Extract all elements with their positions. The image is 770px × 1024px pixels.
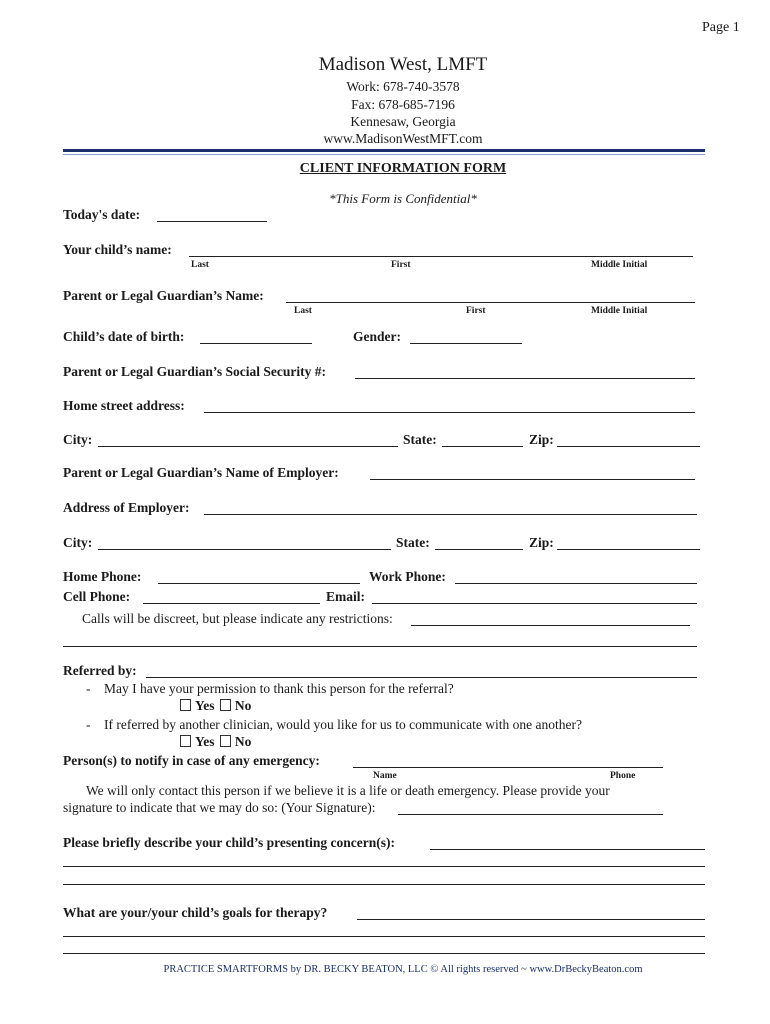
permission-yes-label: Yes xyxy=(195,698,215,713)
childs-name-last-caption: Last xyxy=(191,260,209,270)
clinician-no-checkbox[interactable] xyxy=(220,735,231,747)
clinician-dash: - xyxy=(86,717,91,732)
employer-city-field[interactable] xyxy=(98,549,391,550)
zip-label: Zip: xyxy=(529,432,554,447)
location-info: Kennesaw, Georgia xyxy=(350,114,456,129)
state-field[interactable] xyxy=(442,446,523,447)
home-phone-field[interactable] xyxy=(158,583,360,584)
fax-info: Fax: 678-685-7196 xyxy=(351,97,455,112)
permission-yes-checkbox[interactable] xyxy=(180,699,191,711)
childs-name-label: Your child’s name: xyxy=(63,242,172,257)
restrictions-label: Calls will be discreet, but please indicate any restrictions: xyxy=(82,611,393,626)
guardian-name-middle-caption: Middle Initial xyxy=(591,306,648,316)
employer-name-field[interactable] xyxy=(370,479,695,480)
home-address-label: Home street address: xyxy=(63,398,185,413)
emergency-contact-label: Person(s) to notify in case of any emergency: xyxy=(63,753,320,768)
footer-copyright: PRACTICE SMARTFORMS by DR. BECKY BEATON, LLC © All rights reserved ~ www.DrBeckyBeaton.com xyxy=(163,964,643,975)
permission-options xyxy=(180,698,251,714)
employer-address-field[interactable] xyxy=(204,514,697,515)
ssn-field[interactable] xyxy=(355,378,695,379)
guardian-name-last-caption: Last xyxy=(294,306,312,316)
permission-no-label: No xyxy=(234,698,252,713)
email-field[interactable] xyxy=(372,603,697,604)
city-field[interactable] xyxy=(98,446,398,447)
emergency-phone-caption: Phone xyxy=(610,771,636,781)
childs-name-first-caption: First xyxy=(391,260,411,270)
home-phone-label: Home Phone: xyxy=(63,569,142,584)
emergency-note-line2: signature to indicate that we may do so: (Your Signature): xyxy=(63,800,376,815)
gender-field[interactable] xyxy=(410,343,522,344)
guardian-name-field[interactable] xyxy=(286,302,695,303)
emergency-note-line1: We will only contact this person if we believe it is a life or death emergency. Please provide your xyxy=(86,783,610,798)
employer-city-label: City: xyxy=(63,535,93,550)
gender-label: Gender: xyxy=(353,329,401,344)
emergency-contact-field[interactable] xyxy=(353,767,663,768)
work-phone-label: Work Phone: xyxy=(369,569,446,584)
clinician-yes-label: Yes xyxy=(195,734,215,749)
work-phone-info: Work: 678-740-3578 xyxy=(346,79,460,94)
goals-field[interactable] xyxy=(357,919,705,920)
concerns-field-line2[interactable] xyxy=(63,866,705,867)
employer-state-label: State: xyxy=(396,535,430,550)
work-phone-field[interactable] xyxy=(455,583,697,584)
childs-name-field[interactable] xyxy=(189,256,693,257)
permission-dash: - xyxy=(86,681,91,696)
guardian-name-label: Parent or Legal Guardian’s Name: xyxy=(63,288,264,303)
referred-by-field[interactable] xyxy=(146,677,697,678)
concerns-field[interactable] xyxy=(430,849,705,850)
employer-zip-field[interactable] xyxy=(557,549,700,550)
practitioner-name: Madison West, LMFT xyxy=(318,54,488,75)
childs-name-middle-caption: Middle Initial xyxy=(591,260,648,270)
permission-question: May I have your permission to thank this person for the referral? xyxy=(104,681,454,696)
employer-state-field[interactable] xyxy=(435,549,523,550)
state-label: State: xyxy=(403,432,437,447)
referred-by-label: Referred by: xyxy=(63,663,137,678)
confidential-note: *This Form is Confidential* xyxy=(329,191,477,206)
email-label: Email: xyxy=(326,589,365,604)
clinician-yes-checkbox[interactable] xyxy=(180,735,191,747)
emergency-name-caption: Name xyxy=(373,771,397,781)
zip-field[interactable] xyxy=(557,446,700,447)
concerns-label: Please briefly describe your child’s presenting concern(s): xyxy=(63,835,395,850)
clinician-options xyxy=(180,734,251,750)
ssn-label: Parent or Legal Guardian’s Social Security #: xyxy=(63,364,326,379)
dob-label: Child’s date of birth: xyxy=(63,329,185,344)
employer-zip-label: Zip: xyxy=(529,535,554,550)
guardian-name-first-caption: First xyxy=(466,306,486,316)
clinician-question: If referred by another clinician, would you like for us to communicate with one another? xyxy=(104,717,582,732)
website-info: www.MadisonWestMFT.com xyxy=(323,131,483,146)
todays-date-field[interactable] xyxy=(157,221,267,222)
restrictions-field-line2[interactable] xyxy=(63,646,697,647)
signature-field[interactable] xyxy=(398,814,663,815)
goals-field-line3[interactable] xyxy=(63,953,705,954)
employer-name-label: Parent or Legal Guardian’s Name of Employer: xyxy=(63,465,339,480)
cell-phone-field[interactable] xyxy=(143,603,320,604)
goals-field-line2[interactable] xyxy=(63,936,705,937)
todays-date-label: Today's date: xyxy=(63,207,141,222)
concerns-field-line3[interactable] xyxy=(63,884,705,885)
header-rule xyxy=(63,149,705,152)
header-rule-thin xyxy=(63,154,705,155)
clinician-no-label: No xyxy=(234,734,252,749)
cell-phone-label: Cell Phone: xyxy=(63,589,131,604)
home-address-field[interactable] xyxy=(204,412,695,413)
employer-address-label: Address of Employer: xyxy=(63,500,190,515)
restrictions-field[interactable] xyxy=(411,625,690,626)
page-number: Page 1 xyxy=(702,20,740,35)
city-label: City: xyxy=(63,432,93,447)
permission-no-checkbox[interactable] xyxy=(220,699,231,711)
goals-label: What are your/your child’s goals for therapy? xyxy=(63,905,328,920)
form-title: CLIENT INFORMATION FORM xyxy=(299,161,507,176)
dob-field[interactable] xyxy=(200,343,312,344)
